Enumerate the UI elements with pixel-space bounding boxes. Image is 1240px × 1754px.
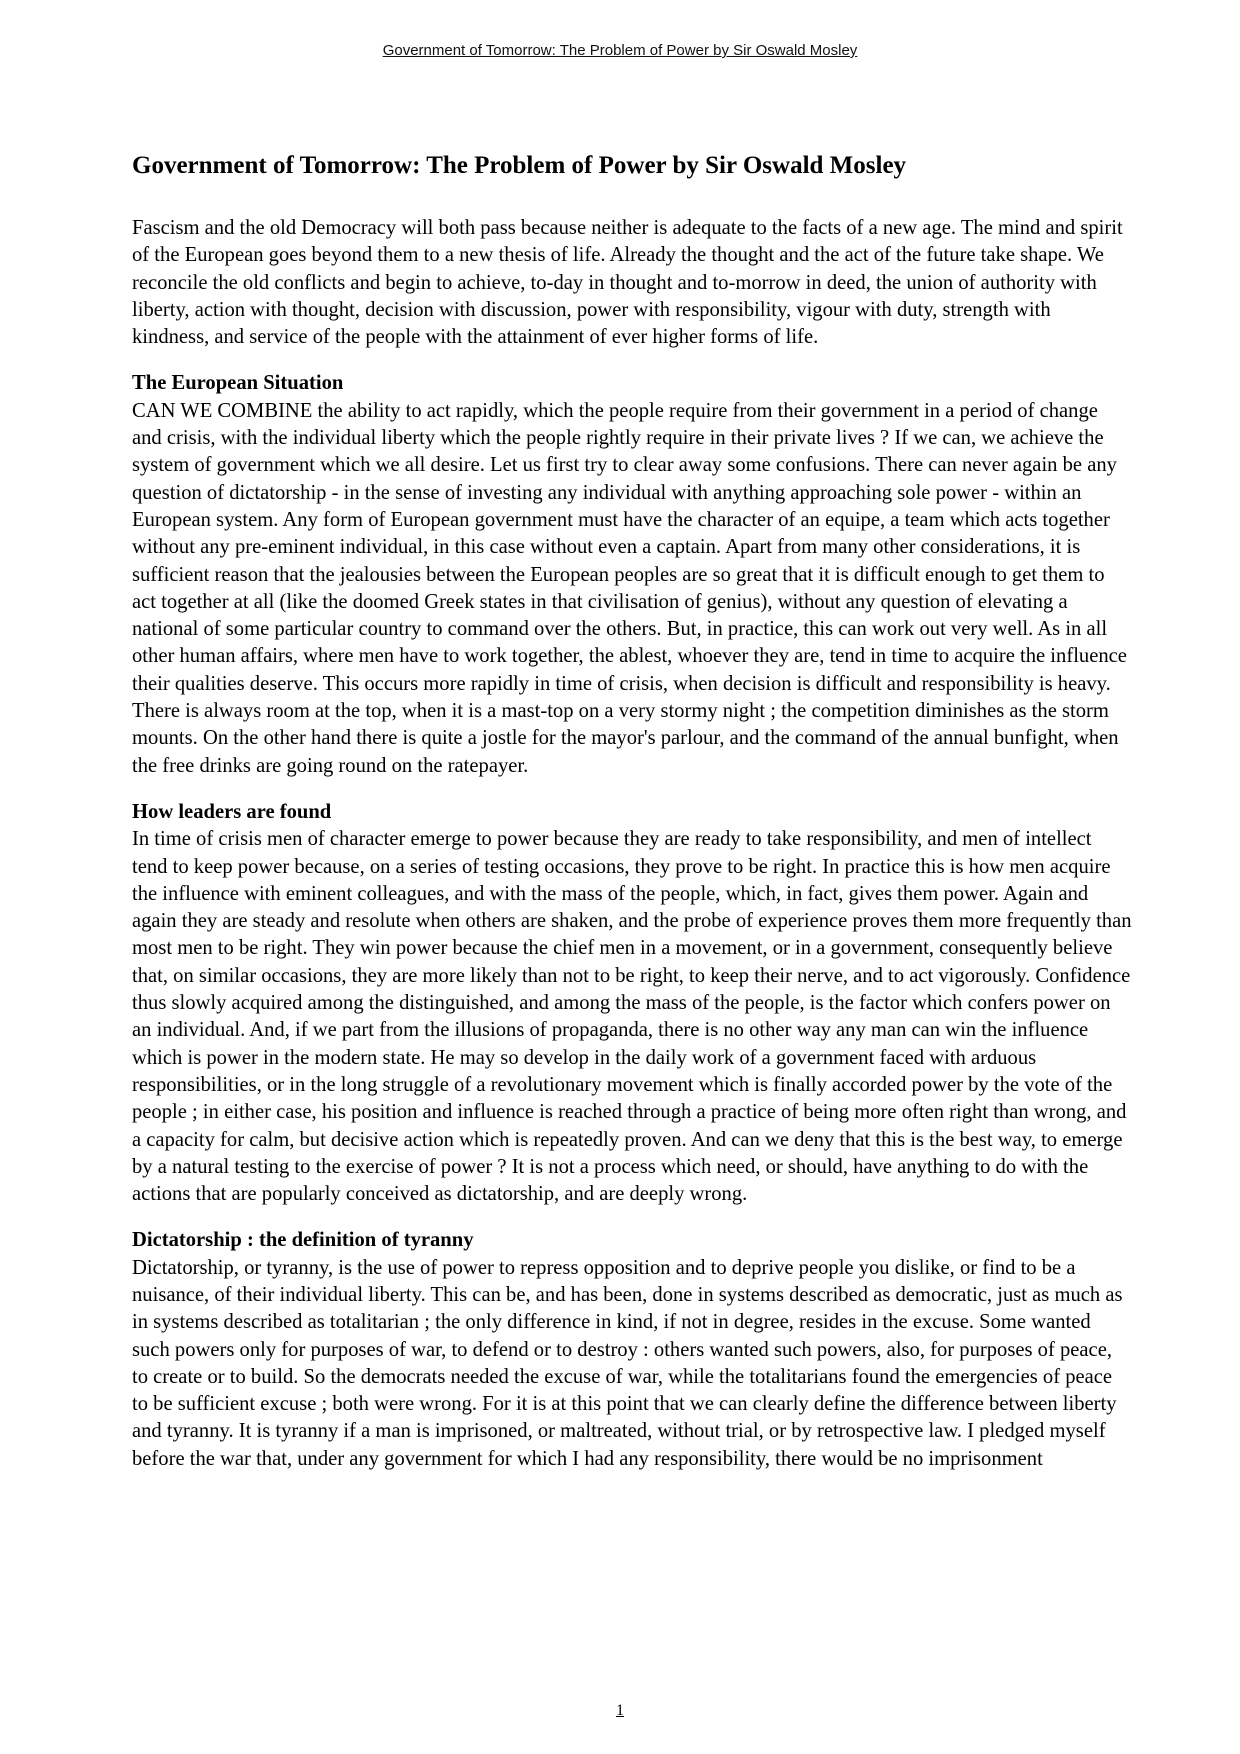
section-heading-how-leaders-are-found: How leaders are found [132,800,332,823]
section-heading-european-situation: The European Situation [132,372,344,395]
intro-paragraph: Fascism and the old Democracy will both pass because neither is adequate to the facts of a new age. The mind and spirit of the European goes beyond them to a new thesis of life. Already the thought and the act of the future take shape. We reconcile the old conflicts and begin to achieve, to-day in thought and to-morrow in deed, the union of authority with liberty, action with thought, decision with discussion, power with responsibility, vigour with duty, strength with kindness, and service of the people with the attainment of ever higher forms of life. [132,217,1123,349]
document-body [132,150,1132,1492]
running-header: Government of Tomorrow: The Problem of Power by Sir Oswald Mosley [382,42,858,59]
section-text-how-leaders-are-found: In time of crisis men of character emerge to power because they are ready to take responsibility, and men of intellect tend to keep power because, on a series of testing occasions, they prove to be right. In practice this is how men acquire the influence with eminent colleagues, and with the mass of the people, which, in fact, gives them power. Again and again they are steady and resolute when others are shaken, and the probe of experience proves them more frequently than most men to be right. They win power because the chief men in a movement, or in a government, consequently believe that, on similar occasions, they are more likely than not to be right, to keep their nerve, and to act vigorously. Confidence thus slowly acquired among the distinguished, and among the mass of the people, is the factor which confers power on an individual. And, if we part from the illusions of propaganda, there is no other way any man can win the influence which is power in the modern state. He may so develop in the daily work of a government faced with arduous responsibilities, or in the long struggle of a revolutionary movement which is finally accorded power by the vote of the people ; in either case, his position and influence is reached through a practice of being more often right than wrong, and a capacity for calm, but decisive action which is repeatedly proven. And can we deny that this is the best way, to emerge by a natural testing to the exercise of power ? It is not a process which need, or should, have anything to do with the actions that are popularly conceived as dictatorship, and are deeply wrong. [132,828,1132,1206]
page-number: 1 [616,1702,624,1719]
section-text-dictatorship: Dictatorship, or tyranny, is the use of power to repress opposition and to deprive people you dislike, or find to be a nuisance, of their individual liberty. This can be, and has been, done in systems described as democratic, just as much as in systems described as totalitarian ; the only difference in kind, if not in degree, resides in the excuse. Some wanted such powers only for purposes of war, to defend or to destroy : others wanted such powers, also, for purposes of peace, to create or to build. So the democrats needed the excuse of war, while the totalitarians found the emergencies of peace to be sufficient excuse ; both were wrong. For it is at this point that we can clearly define the difference between liberty and tyranny. It is tyranny if a man is imprisoned, or maltreated, without trial, or by retrospective law. I pledged myself before the war that, under any government for which I had any responsibility, there would be no imprisonment [132,1256,1123,1470]
section-text-european-situation: CAN WE COMBINE the ability to act rapidly, which the people require from their government in a period of change and crisis, with the individual liberty which the people rightly require in their private lives ? If we can, we achieve the system of government which we all desire. Let us first try to clear away some confusions. There can never again be any question of dictatorship - in the sense of investing any individual with anything approaching sole power - within an European system. Any form of European government must have the character of an equipe, a team which acts together without any pre-eminent individual, in this case without even a captain. Apart from many other considerations, it is sufficient reason that the jealousies between the European peoples are so great that it is difficult enough to get them to act together at all (like the doomed Greek states in that civilisation of genius), without any question of elevating a national of some particular country to command over the others. But, in practice, this can work out very well. As in all other human affairs, where men have to work together, the ablest, whoever they are, tend in time to acquire the influence their qualities deserve. This occurs more rapidly in time of crisis, when decision is difficult and responsibility is heavy. There is always room at the top, when it is a mast-top on a very stormy night ; the competition diminishes as the storm mounts. On the other hand there is quite a jostle for the mayor's parlour, and the command of the annual bunfight, when the free drinks are going round on the ratepayer. [132,399,1127,777]
section-heading-dictatorship: Dictatorship : the definition of tyranny [132,1229,474,1252]
document-title: Government of Tomorrow: The Problem of Power by Sir Oswald Mosley [132,152,907,179]
